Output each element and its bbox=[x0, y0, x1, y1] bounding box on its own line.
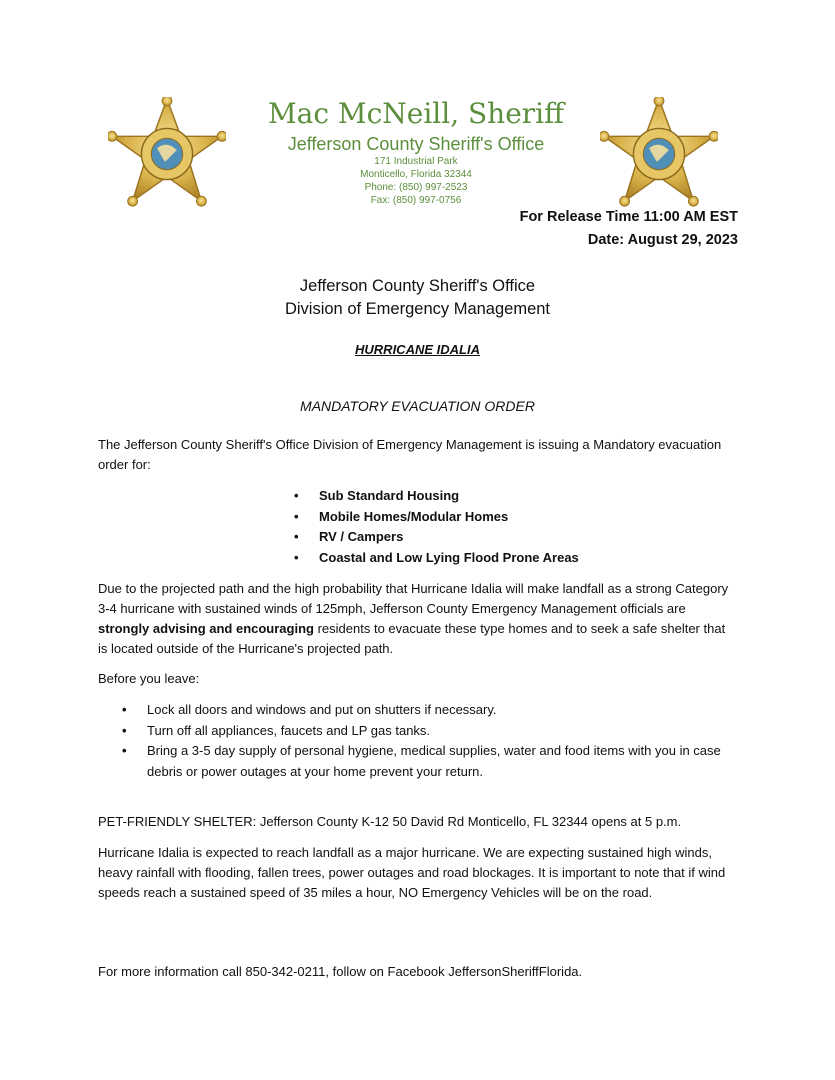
sheriff-name: Mac McNeill, Sheriff bbox=[267, 97, 565, 130]
checklist bbox=[122, 700, 732, 782]
intro-paragraph: The Jefferson County Sheriff's Office Division of Emergency Management is issuing a Mandatory evacuation order for: bbox=[98, 437, 722, 472]
order-title: MANDATORY EVACUATION ORDER bbox=[300, 398, 535, 414]
phone-number: Phone: (850) 997-2523 bbox=[364, 182, 468, 193]
risk-text-end: residents to evacuate these type homes and to seek a safe shelter that is located outside of the Hurricane's projected path. bbox=[98, 621, 726, 656]
release-time: For Release Time 11:00 AM EST bbox=[519, 209, 738, 225]
risk-paragraph bbox=[98, 579, 738, 659]
list-item: • Mobile Homes/Modular Homes bbox=[294, 507, 579, 528]
list-item: • Sub Standard Housing bbox=[294, 486, 579, 507]
contact-info: For more information call 850-342-0211, follow on Facebook JeffersonSheriffFlorida. bbox=[98, 964, 583, 979]
division-title: Division of Emergency Management bbox=[284, 300, 551, 318]
organization-title: Jefferson County Sheriff's Office bbox=[299, 277, 536, 295]
list-item: • Bring a 3-5 day supply of personal hygiene, medical supplies, water and food items with you in case debris or power outages at your home prevent your return. bbox=[122, 741, 732, 782]
before-you-leave-label: Before you leave: bbox=[98, 671, 200, 686]
risk-emphasis: strongly advising and encouraging bbox=[98, 621, 314, 636]
fax-number: Fax: (850) 997-0756 bbox=[370, 195, 462, 206]
evacuation-areas-list bbox=[294, 486, 579, 568]
release-date: Date: August 29, 2023 bbox=[587, 232, 738, 248]
sheriff-badge-left bbox=[108, 97, 226, 211]
address-city: Monticello, Florida 32344 bbox=[360, 169, 472, 180]
list-item: • Lock all doors and windows and put on shutters if necessary. bbox=[122, 700, 732, 721]
landfall-paragraph: Hurricane Idalia is expected to reach landfall as a major hurricane. We are expecting sustained high winds, heavy rainfall with flooding, fallen trees, power outages and road blockages. It is important to note that if wind speeds reach a sustained speed of 35 miles a hour, NO Emergency Vehicles will be on the road. bbox=[98, 845, 726, 900]
address-street: 171 Industrial Park bbox=[374, 156, 458, 167]
list-item: • RV / Campers bbox=[294, 527, 579, 548]
risk-text-start: Due to the projected path and the high probability that Hurricane Idalia will make landfall as a strong Category 3-4 hurricane with sustained winds of 125mph, Jefferson County Emergency Management officials are bbox=[98, 581, 729, 616]
event-title: HURRICANE IDALIA bbox=[355, 342, 480, 357]
office-name: Jefferson County Sheriff's Office bbox=[287, 134, 545, 154]
sheriff-badge-right bbox=[600, 97, 718, 211]
list-item: • Coastal and Low Lying Flood Prone Areas bbox=[294, 548, 579, 569]
pet-shelter-info: PET-FRIENDLY SHELTER: Jefferson County K-12 50 David Rd Monticello, FL 32344 opens at 5 p.m. bbox=[98, 814, 682, 829]
list-item: • Turn off all appliances, faucets and LP gas tanks. bbox=[122, 721, 732, 742]
